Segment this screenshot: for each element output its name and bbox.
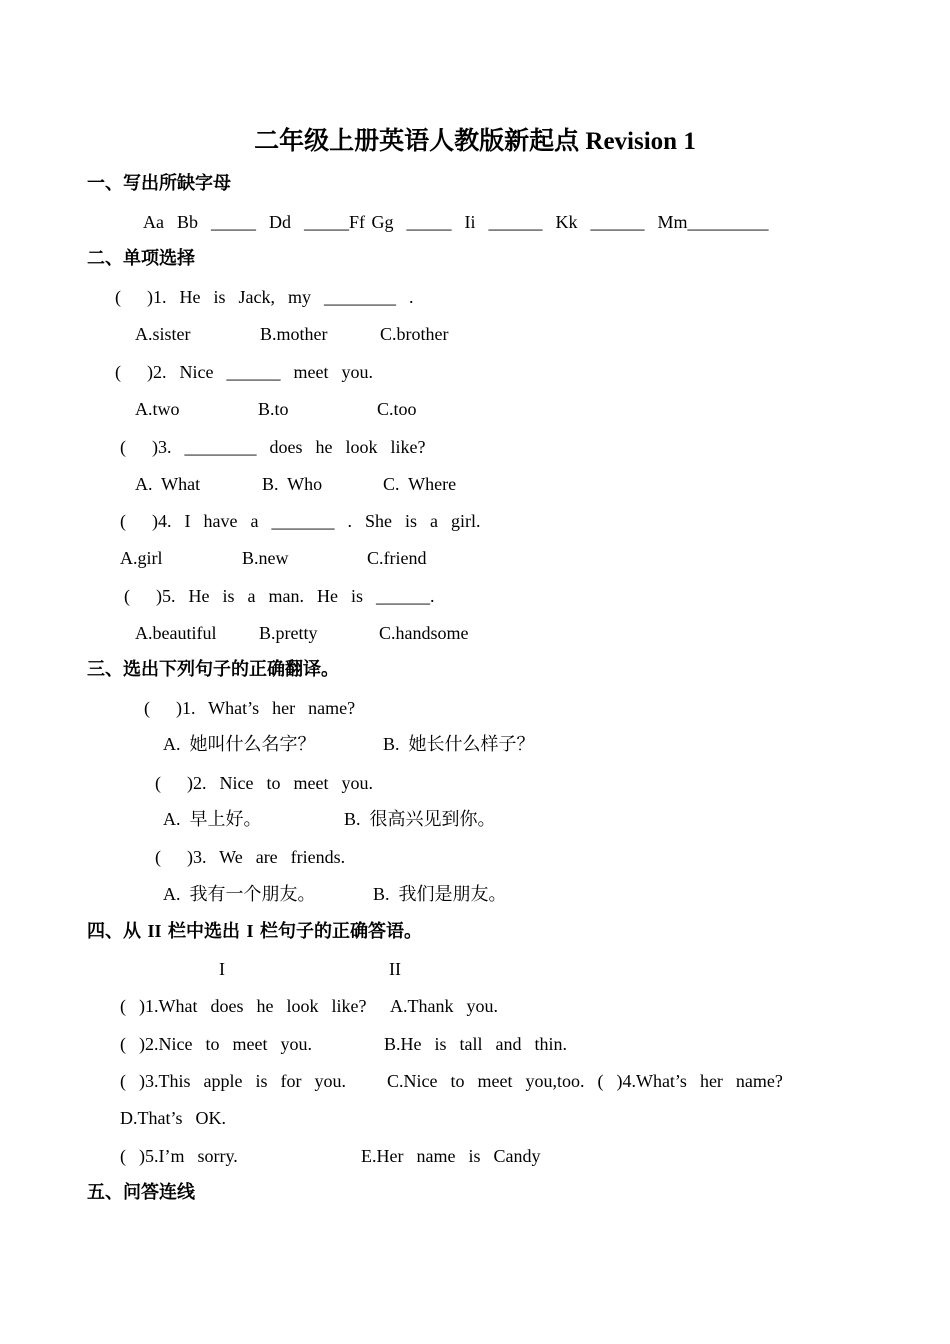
mc-q1-option-a: A.sister — [135, 324, 191, 344]
match-row-1-question: ( )1.What does he look like? — [120, 996, 367, 1016]
mc-q5-option-b: B.pretty — [259, 623, 318, 643]
section-2-heading: 二、单项选择 — [87, 248, 195, 268]
tr-q1-option-b: B. 她长什么样子？ — [383, 734, 535, 754]
mc-q2-stem: ( )2. Nice ______ meet you. — [115, 362, 373, 382]
mc-q3-option-b: B. Who — [262, 474, 323, 494]
match-row-5-question: ( )5.I’m sorry. — [120, 1146, 238, 1166]
mc-q2-option-b: B.to — [258, 399, 289, 419]
tr-q3-option-a: A. 我有一个朋友。 — [163, 884, 316, 904]
match-row-3-question: ( )3.This apple is for you. — [120, 1071, 346, 1091]
page-title: 二年级上册英语人教版新起点 Revision 1 — [254, 128, 696, 155]
tr-q2-stem: ( )2. Nice to meet you. — [155, 773, 373, 793]
mc-q4-option-c: C.friend — [367, 548, 427, 568]
tr-q1-option-a: A. 她叫什么名字？ — [163, 734, 316, 754]
mc-q1-option-c: C.brother — [380, 324, 449, 344]
match-row-2-answer: B.He is tall and thin. — [384, 1034, 567, 1054]
mc-q3-option-c: C. Where — [383, 474, 457, 494]
tr-q2-option-b: B. 很高兴见到你。 — [344, 809, 496, 829]
section-1-heading: 一、写出所缺字母 — [87, 173, 231, 193]
tr-q2-option-a: A. 早上好。 — [163, 809, 262, 829]
tr-q1-stem: ( )1. What’s her name? — [144, 698, 356, 718]
column-ii-header: II — [389, 959, 401, 979]
mc-q5-option-a: A.beautiful — [135, 623, 217, 643]
mc-q2-option-c: C.too — [377, 399, 417, 419]
mc-q3-stem: ( )3. ________ does he look like? — [120, 437, 426, 457]
tr-q3-stem: ( )3. We are friends. — [155, 847, 346, 867]
section-3-heading: 三、选出下列句子的正确翻译。 — [87, 659, 339, 679]
mc-q4-option-b: B.new — [242, 548, 289, 568]
mc-q4-stem: ( )4. I have a _______ . She is a girl. — [120, 511, 481, 531]
match-row-3-answer: C.Nice to meet you,too. ( )4.What’s her name? — [387, 1071, 783, 1091]
mc-q4-option-a: A.girl — [120, 548, 163, 568]
section-5-heading: 五、问答连线 — [87, 1182, 195, 1202]
mc-q2-option-a: A.two — [135, 399, 180, 419]
match-row-4-answer: D.That’s OK. — [120, 1108, 226, 1128]
mc-q5-option-c: C.handsome — [379, 623, 469, 643]
match-row-2-question: ( )2.Nice to meet you. — [120, 1034, 312, 1054]
tr-q3-option-b: B. 我们是朋友。 — [373, 884, 507, 904]
mc-q5-stem: ( )5. He is a man. He is ______. — [124, 586, 435, 606]
mc-q3-option-a: A. What — [135, 474, 201, 494]
mc-q1-stem: ( )1. He is Jack, my ________ . — [115, 287, 414, 307]
column-i-header: I — [219, 959, 225, 979]
section-4-heading: 四、从 II 栏中选出 I 栏句子的正确答语。 — [87, 921, 423, 941]
mc-q1-option-b: B.mother — [260, 324, 328, 344]
match-row-1-answer: A.Thank you. — [390, 996, 498, 1016]
match-row-5-answer: E.Her name is Candy — [361, 1146, 541, 1166]
missing-letters-line: Aa Bb _____ Dd _____Ff Gg _____ Ii ______ Kk ______ Mm_________ — [143, 212, 769, 232]
